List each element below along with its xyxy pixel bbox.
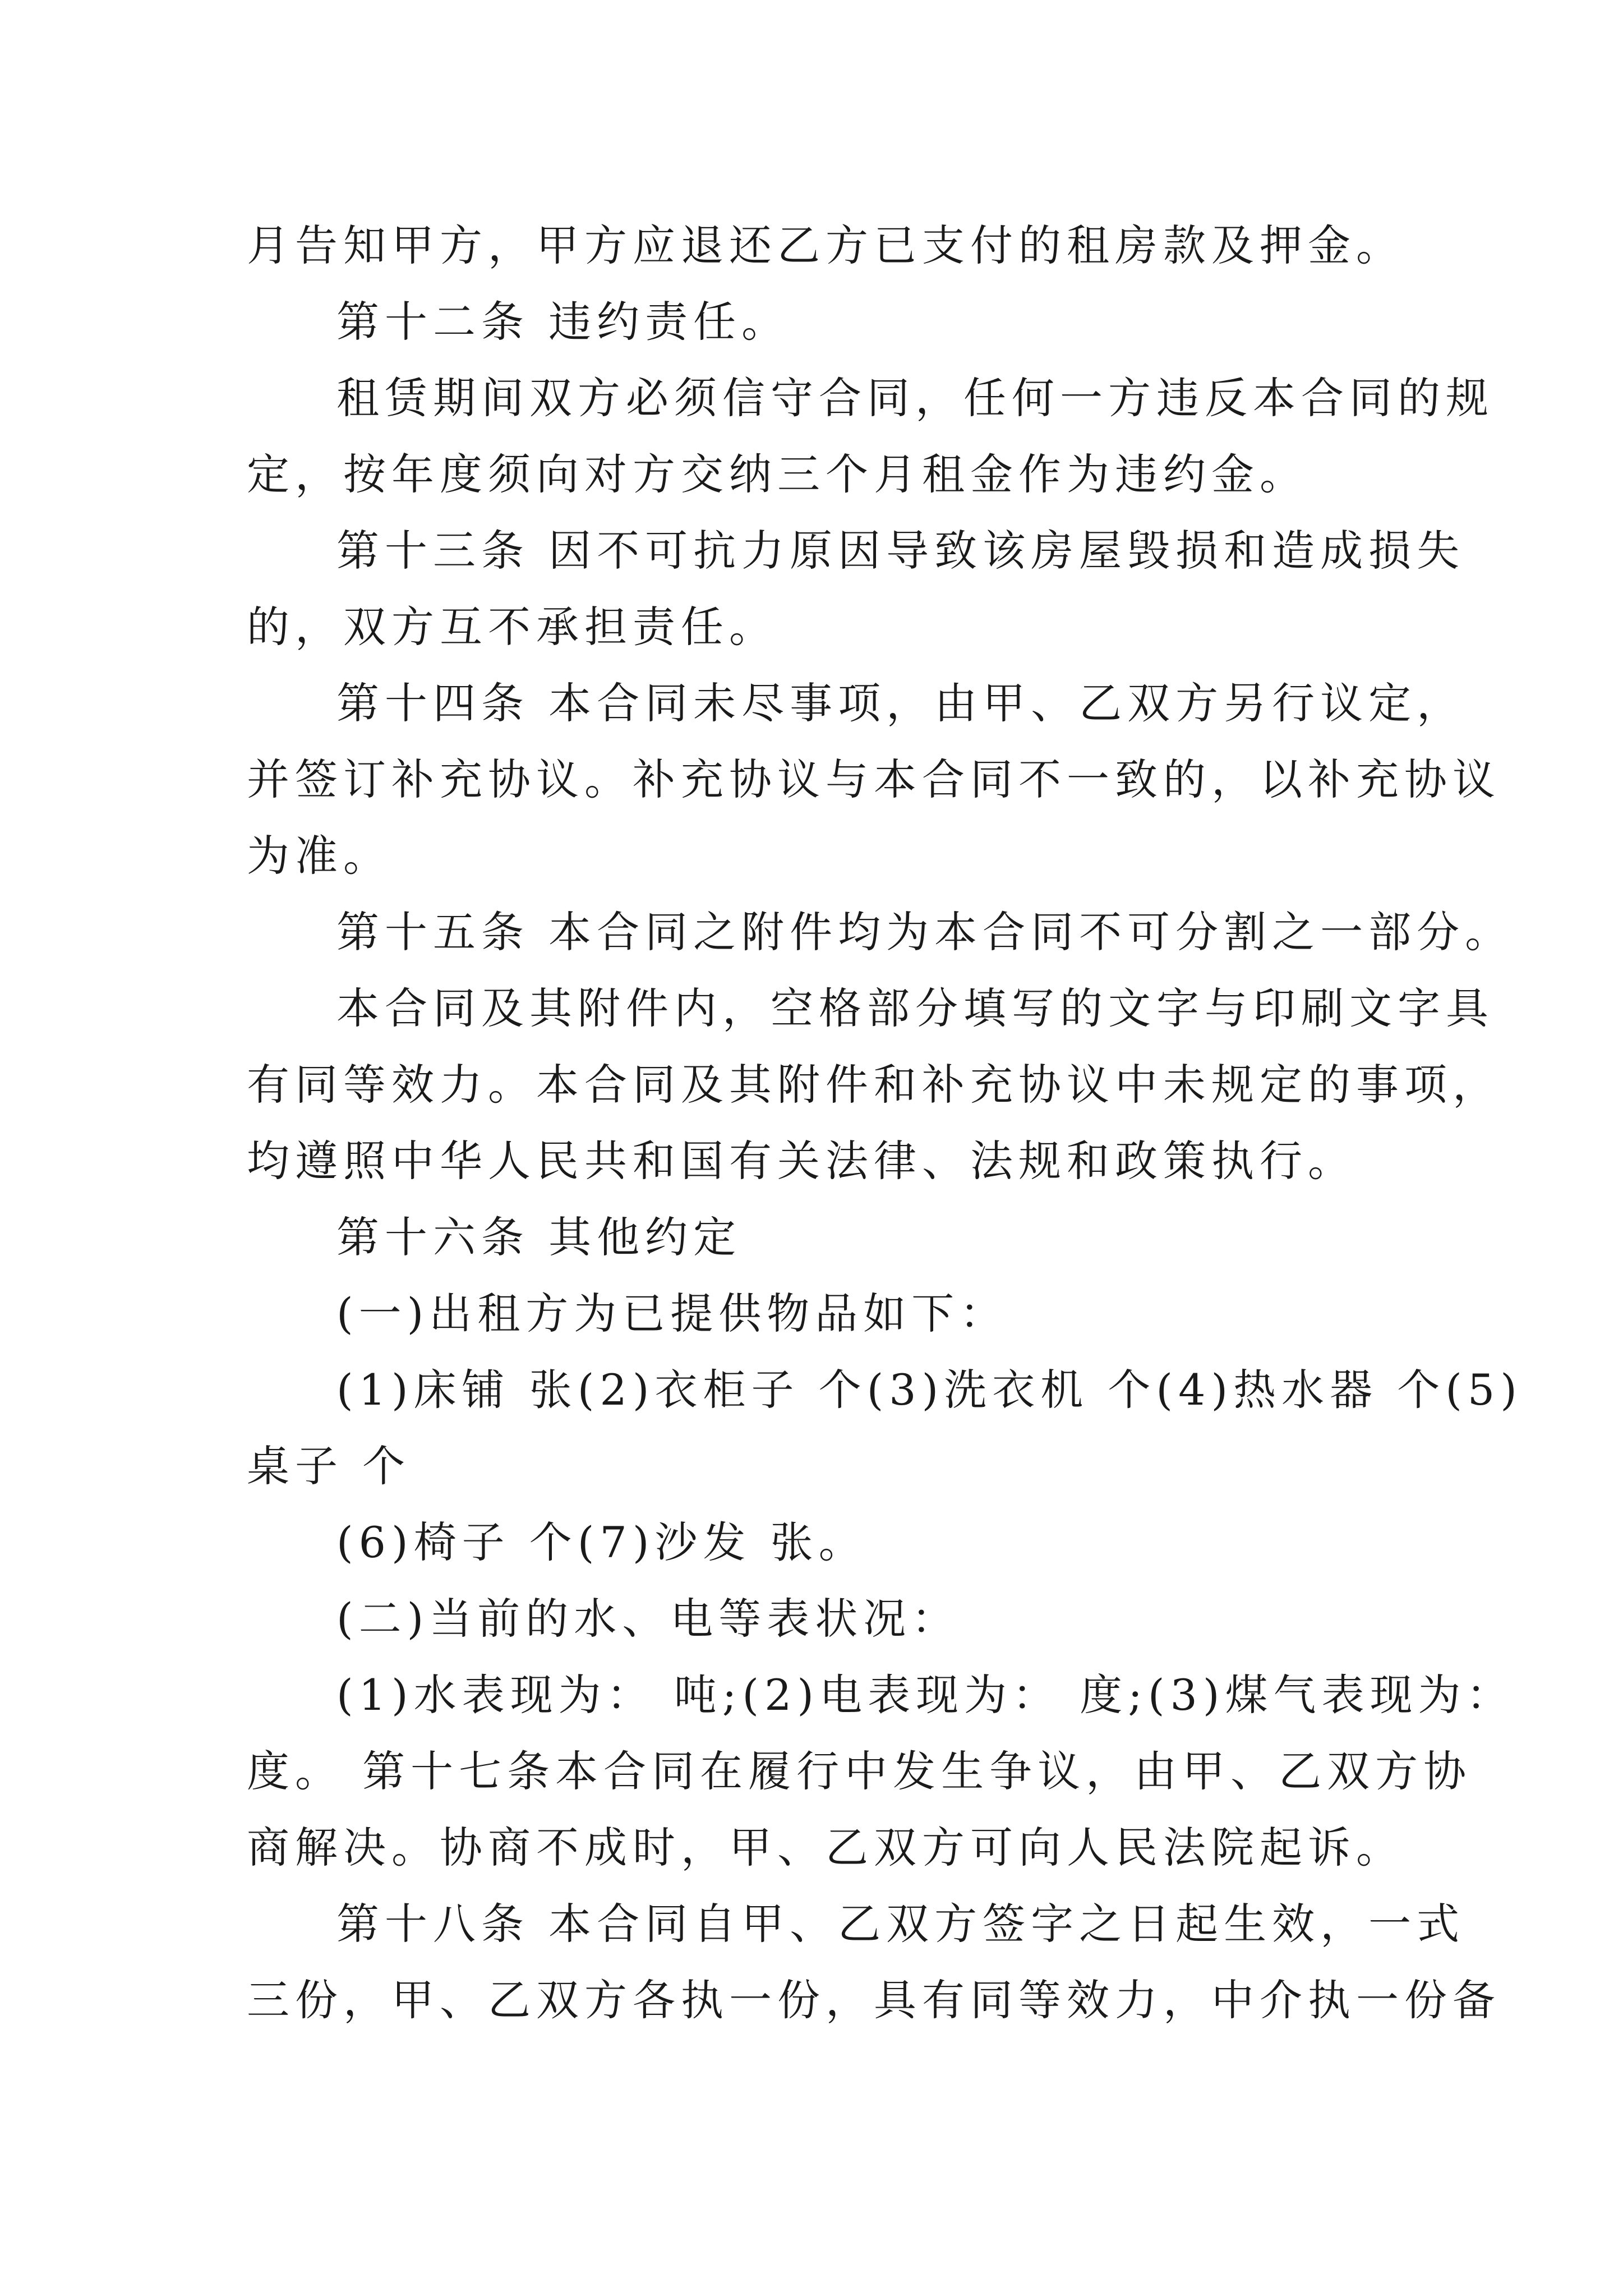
article-14-line: 第十四条 本合同未尽事项，由甲、乙双方另行议定， [336,678,1465,728]
text-line: 租赁期间双方必须信守合同，任何一方违反本合同的规 [336,373,1494,423]
text-line: 均遵照中华人民共和国有关法律、法规和政策执行。 [247,1136,1356,1186]
text-line: (一)出租方为已提供物品如下： [336,1289,1008,1338]
text-line: 定，按年度须向对方交纳三个月租金作为违约金。 [247,449,1308,499]
text-line: 三份，甲、乙双方各执一份，具有同等效力，中介执一份备 [247,1975,1501,2025]
text-line: 为准。 [247,831,391,881]
article-13-line: 第十三条 因不可抗力原因导致该房屋毁损和造成损失 [336,526,1465,576]
text-line: 的，双方互不承担责任。 [247,602,777,652]
text-line: 有同等效力。本合同及其附件和补充协议中未规定的事项， [247,1060,1501,1110]
text-line: 本合同及其附件内，空格部分填写的文字与印刷文字具 [336,983,1494,1033]
article-16-heading: 第十六条 其他约定 [336,1212,742,1262]
article-12-heading: 第十二条 违约责任。 [336,297,790,347]
item-list-line: (1)床铺 张(2)衣柜子 个(3)洗衣机 个(4)热水器 个(5) [336,1365,1523,1415]
meter-readings-line: (1)水表现为： 吨;(2)电表现为： 度;(3)煤气表现为： [336,1670,1515,1720]
text-line: 商解决。协商不成时，甲、乙双方可向人民法院起诉。 [247,1823,1404,1872]
article-17-line: 度。 第十七条本合同在履行中发生争议，由甲、乙双方协 [247,1746,1472,1796]
text-line: 并签订补充协议。补充协议与本合同不一致的，以补充协议 [247,754,1501,804]
item-list-line: (6)椅子 个(7)沙发 张。 [336,1517,867,1567]
item-list-line: 桌子 个 [247,1441,411,1491]
article-15-line: 第十五条 本合同之附件均为本合同不可分割之一部分。 [336,907,1514,957]
text-line: 月告知甲方，甲方应退还乙方已支付的租房款及押金。 [247,220,1404,270]
contract-text-body [247,208,1523,2039]
article-18-line: 第十八条 本合同自甲、乙双方签字之日起生效，一式 [336,1899,1465,1949]
text-line: (二)当前的水、电等表状况： [336,1594,960,1644]
